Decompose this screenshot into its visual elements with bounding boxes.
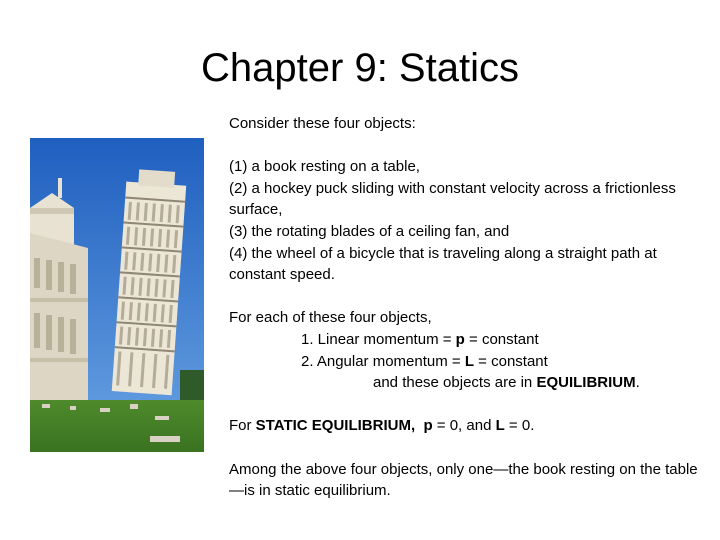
- trees: [180, 370, 204, 400]
- leaning-tower-photo: [30, 138, 204, 452]
- for-each-text: For each of these four objects,: [229, 309, 432, 327]
- condition-linear-momentum: 1. Linear momentum = p = constant: [301, 330, 539, 348]
- slide-title: Chapter 9: Statics: [201, 46, 519, 90]
- condition-angular-momentum: 2. Angular momentum = L = constant: [301, 352, 548, 370]
- object-item: (1) a book resting on a table,: [229, 158, 420, 176]
- slide-body: [229, 113, 699, 502]
- tower-illustration: [30, 138, 204, 452]
- object-item: (4) the wheel of a bicycle that is traveling along a straight path at constant speed.: [229, 244, 657, 284]
- static-equilibrium-definition: For STATIC EQUILIBRIUM, p = 0, and L = 0.: [229, 417, 535, 435]
- lawn: [30, 400, 204, 452]
- equilibrium-statement: and these objects are in EQUILIBRIUM.: [373, 374, 640, 392]
- object-item: (3) the rotating blades of a ceiling fan, and: [229, 222, 510, 240]
- intro-text: Consider these four objects:: [229, 115, 416, 132]
- object-item: (2) a hockey puck sliding with constant velocity across a frictionless surface,: [229, 179, 676, 219]
- conclusion-text: Among the above four objects, only one—the book resting on the table—is in static equilibrium.: [229, 460, 698, 500]
